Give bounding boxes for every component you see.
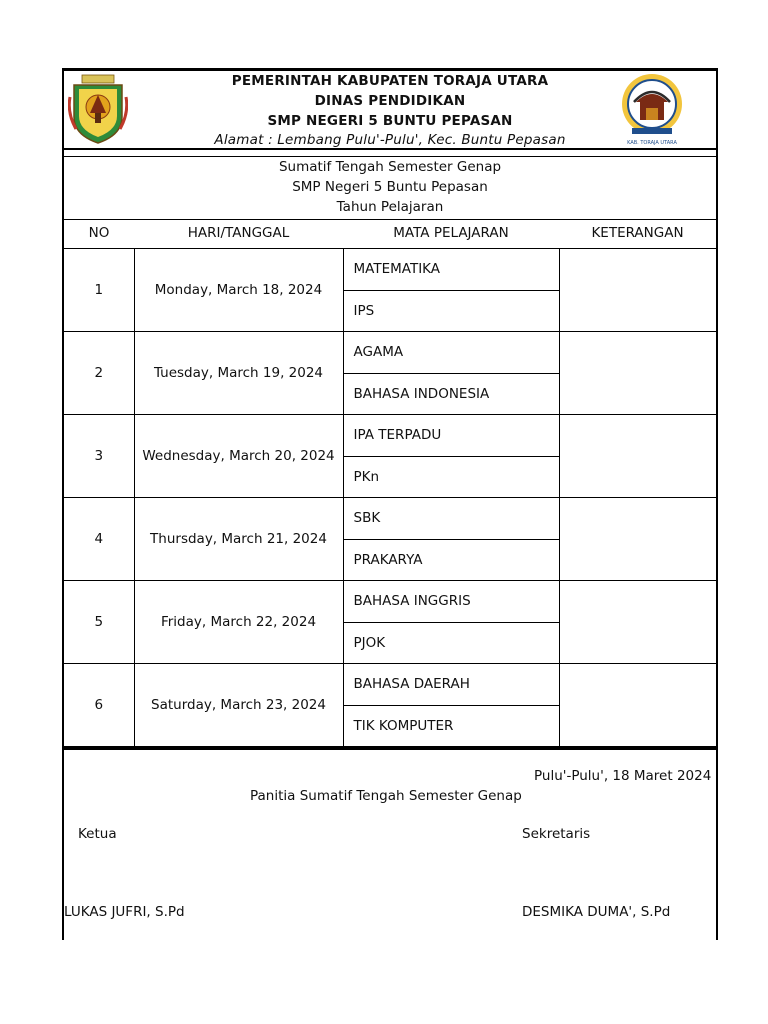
table-bottom-rule: [64, 747, 716, 750]
letterhead-line-3: SMP NEGERI 5 BUNTU PEPASAN: [267, 113, 513, 129]
chair-name: LUKAS JUFRI, S.Pd: [64, 904, 185, 920]
row-number: 1: [64, 249, 134, 332]
row-number: 2: [64, 332, 134, 415]
table-row: [64, 249, 716, 291]
header-date: HARI/TANGGAL: [134, 218, 343, 249]
row-notes: [559, 415, 716, 498]
schedule-document: [62, 68, 718, 940]
row-subject: BAHASA INGGRIS: [343, 581, 559, 623]
row-date: Saturday, March 23, 2024: [134, 664, 343, 747]
row-number: 6: [64, 664, 134, 747]
exam-schedule-table: [64, 218, 716, 747]
letterhead-address: Alamat : Lembang Pulu'-Pulu', Kec. Buntu Pepasan: [214, 132, 566, 148]
header-notes: KETERANGAN: [559, 218, 716, 249]
row-subject: PRAKARYA: [343, 539, 559, 581]
row-number: 5: [64, 581, 134, 664]
exam-title-block: [64, 156, 716, 220]
row-subject: TIK KOMPUTER: [343, 705, 559, 747]
table-row: [64, 415, 716, 457]
committee-name: Panitia Sumatif Tengah Semester Genap: [250, 788, 522, 804]
row-subject: MATEMATIKA: [343, 249, 559, 291]
row-subject: BAHASA INDONESIA: [343, 373, 559, 415]
row-subject: AGAMA: [343, 332, 559, 374]
secretary-name: DESMIKA DUMA', S.Pd: [522, 904, 671, 920]
row-date: Thursday, March 21, 2024: [134, 498, 343, 581]
exam-title: Sumatif Tengah Semester Genap: [278, 159, 502, 175]
row-subject: BAHASA DAERAH: [343, 664, 559, 706]
table-header-row: [64, 218, 716, 249]
row-date: Monday, March 18, 2024: [134, 249, 343, 332]
school-logo: [618, 72, 686, 148]
row-subject: IPA TERPADU: [343, 415, 559, 457]
row-notes: [559, 664, 716, 747]
row-subject: PJOK: [343, 622, 559, 664]
row-date: Wednesday, March 20, 2024: [134, 415, 343, 498]
row-subject: PKn: [343, 456, 559, 498]
row-notes: [559, 249, 716, 332]
row-notes: [559, 332, 716, 415]
row-date: Friday, March 22, 2024: [134, 581, 343, 664]
row-notes: [559, 581, 716, 664]
row-subject: IPS: [343, 290, 559, 332]
row-subject: SBK: [343, 498, 559, 540]
row-notes: [559, 498, 716, 581]
table-row: [64, 498, 716, 540]
academic-year: Tahun Pelajaran: [336, 199, 444, 215]
table-row: [64, 581, 716, 623]
school-logo-caption: KAB. TORAJA UTARA: [627, 140, 677, 146]
row-number: 4: [64, 498, 134, 581]
row-date: Tuesday, March 19, 2024: [134, 332, 343, 415]
header-no: NO: [64, 218, 134, 249]
secretary-role: Sekretaris: [522, 826, 591, 842]
header-subject: MATA PELAJARAN: [343, 218, 559, 249]
letterhead: [64, 71, 716, 150]
school-name: SMP Negeri 5 Buntu Pepasan: [292, 179, 488, 195]
table-row: [64, 664, 716, 706]
table-row: [64, 332, 716, 374]
row-number: 3: [64, 415, 134, 498]
chair-role: Ketua: [78, 826, 117, 842]
letterhead-line-1: PEMERINTAH KABUPATEN TORAJA UTARA: [231, 73, 549, 89]
letterhead-line-2: DINAS PENDIDIKAN: [314, 93, 466, 109]
place-date: Pulu'-Pulu', 18 Maret 2024: [534, 768, 712, 784]
